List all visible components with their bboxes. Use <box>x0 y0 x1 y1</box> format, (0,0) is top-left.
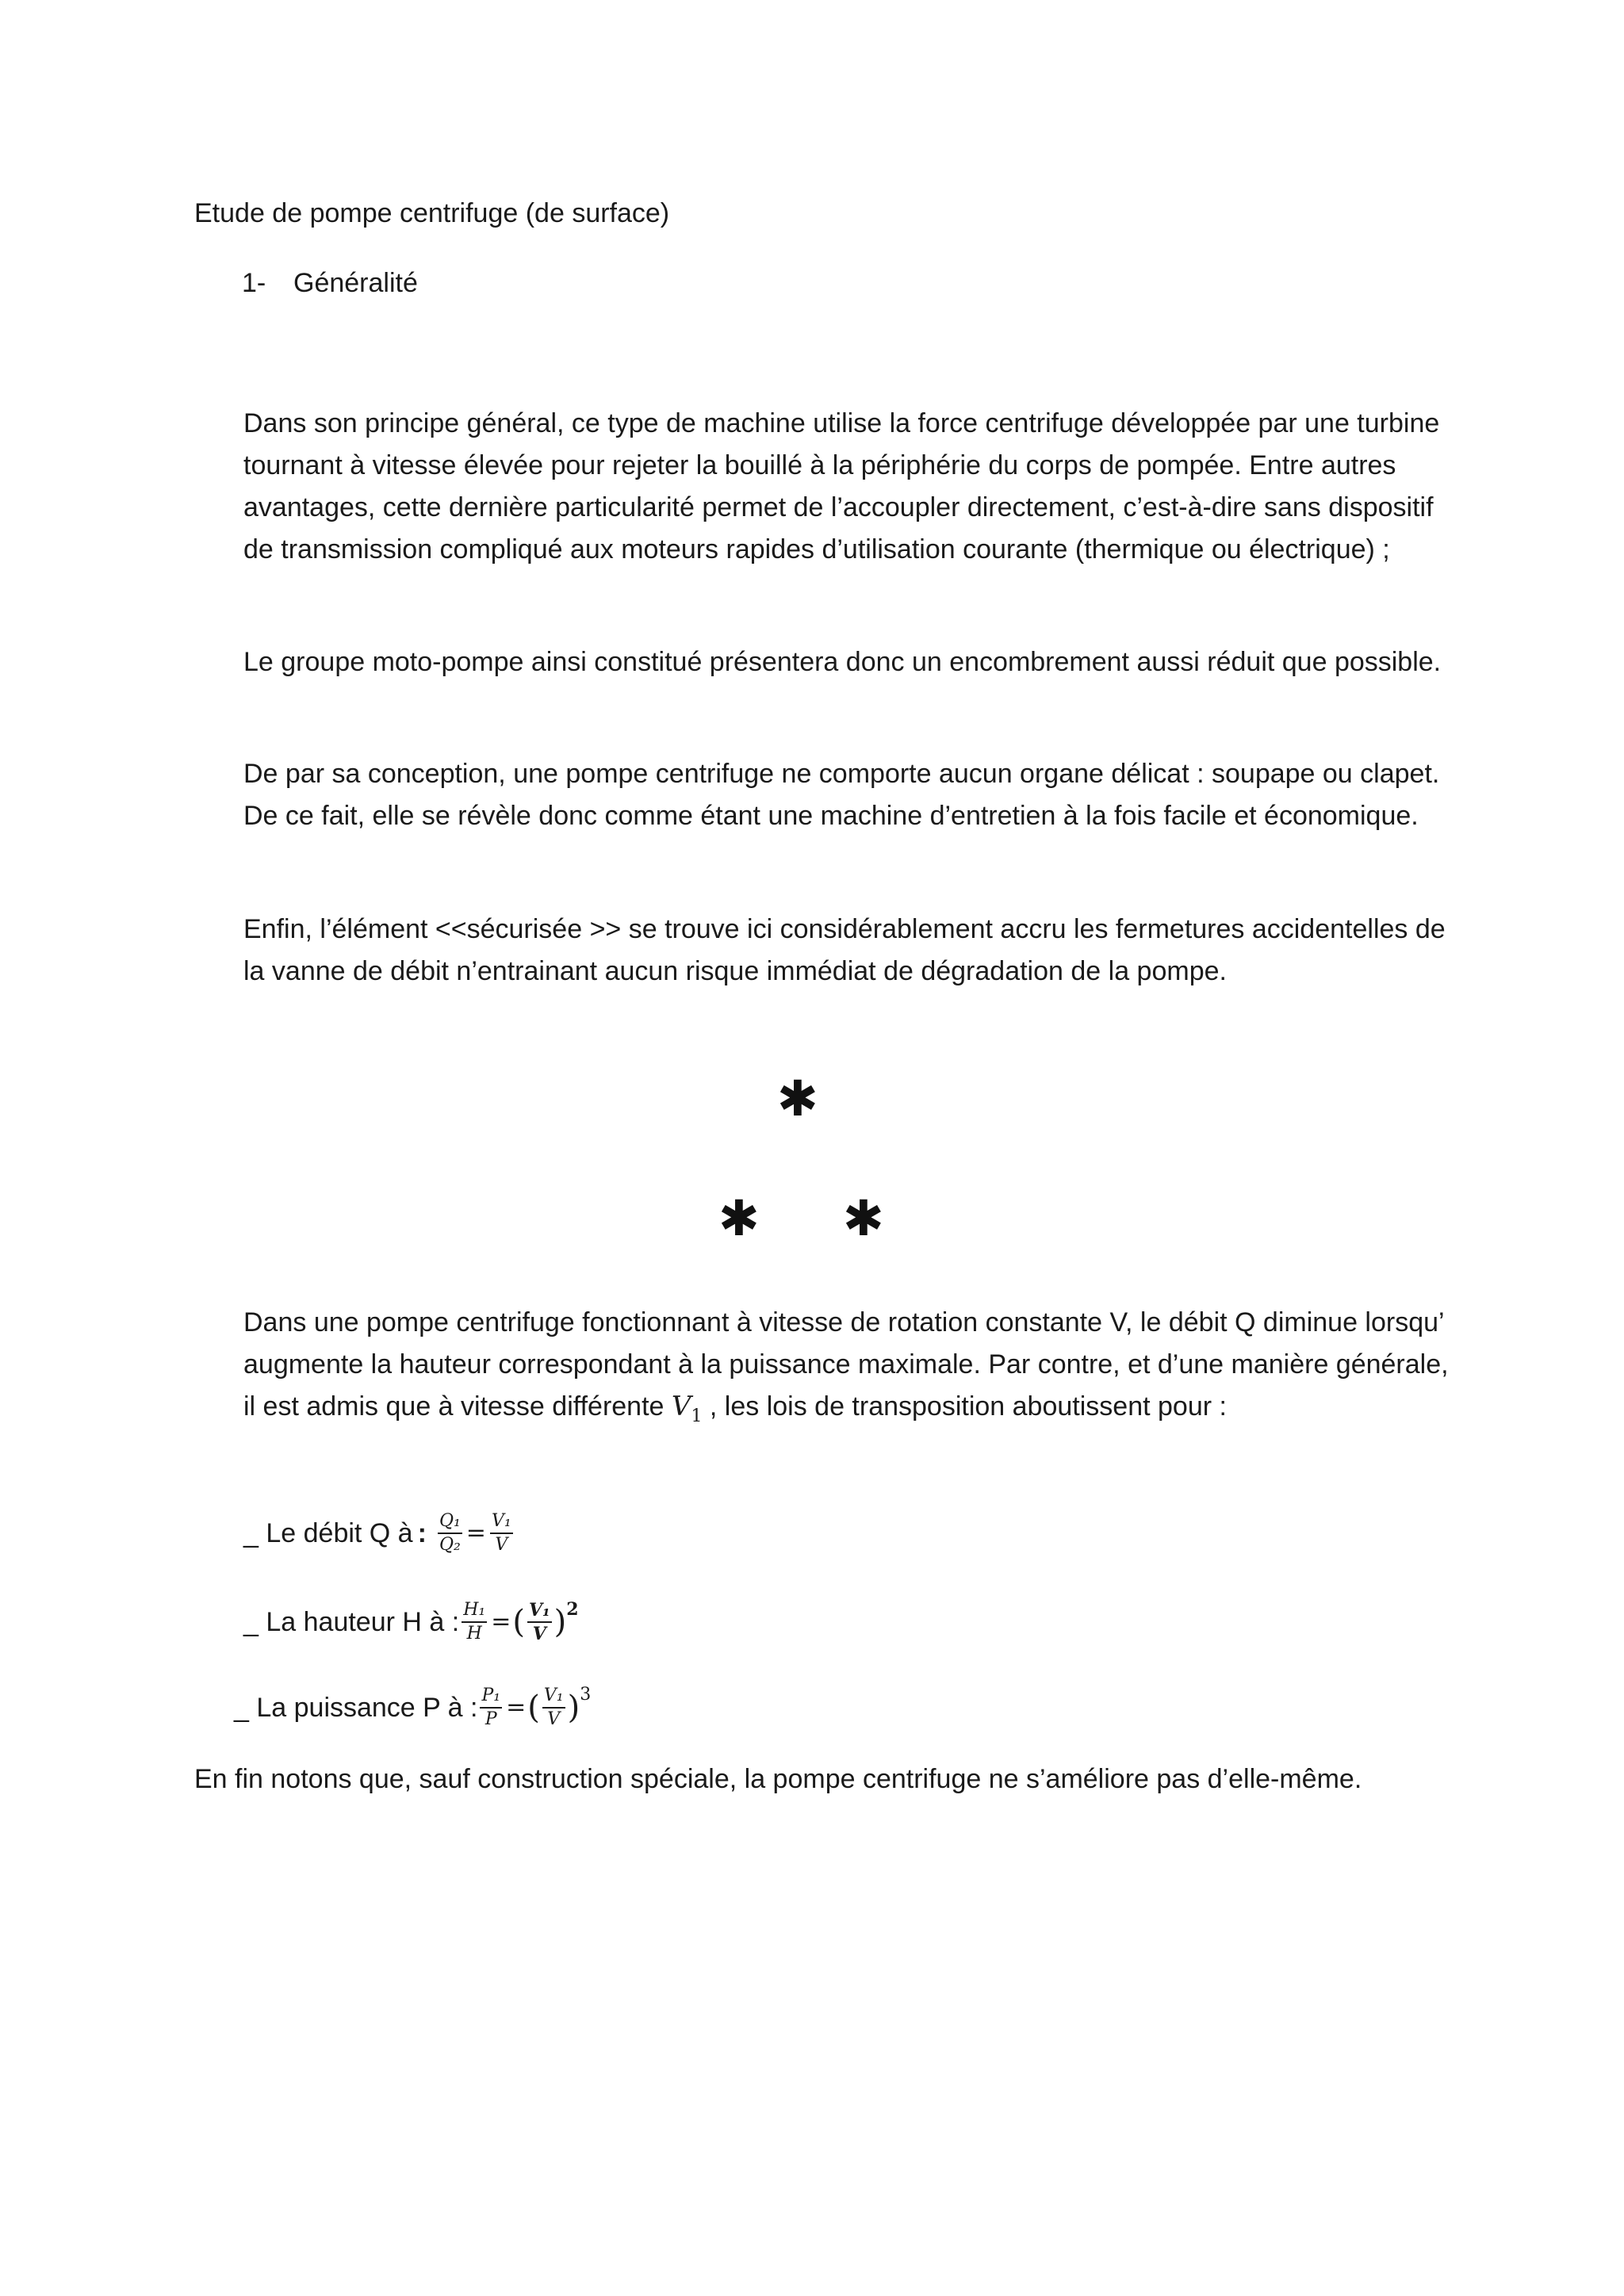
fraction-numerator: V₁ <box>527 1600 552 1623</box>
fraction-v1-v <box>490 1511 513 1556</box>
fraction-denominator: H <box>466 1624 482 1644</box>
formula-hauteur <box>243 1600 579 1644</box>
transposition-text-start: Dans une pompe centrifuge fonctionnant à vitesse de rotation constante V, le débit Q diminue lorsqu’ augmente la hauteur correspondant à la puissance maximale. Par contre, et d’une manière générale, il est admis que à vitesse différente <box>243 1307 1449 1422</box>
fraction-denominator: Q₂ <box>439 1535 461 1555</box>
separator-star-top: ✱ <box>777 1070 818 1127</box>
fraction-q1-q2 <box>438 1511 462 1556</box>
formula-debit <box>243 1511 515 1556</box>
close-paren: ) <box>553 1604 567 1640</box>
transposition-text-end: , les lois de transposition aboutissent pour : <box>702 1391 1227 1422</box>
open-paren: ( <box>512 1604 525 1640</box>
fraction-v1-v <box>542 1686 565 1730</box>
separator-star-right: ✱ <box>843 1189 884 1247</box>
variable-v: V <box>671 1391 691 1422</box>
equals-sign: = <box>506 1693 527 1721</box>
fraction-v1-v-bold <box>527 1600 552 1644</box>
formula-hauteur-label: _ La hauteur H à : <box>243 1607 460 1637</box>
close-paren: ) <box>567 1689 580 1726</box>
formula-debit-colon: : <box>417 1518 427 1548</box>
formula-puissance <box>234 1686 591 1730</box>
equals-sign: = <box>491 1608 511 1636</box>
fraction-numerator: P₁ <box>480 1686 502 1709</box>
open-paren: ( <box>527 1689 540 1726</box>
formula-debit-label: _ Le débit Q à <box>243 1518 413 1548</box>
closing-sentence: En fin notons que, sauf construction spéciale, la pompe centrifuge ne s’améliore pas d’elle-même. <box>194 1764 1362 1794</box>
document-title: Etude de pompe centrifuge (de surface) <box>194 198 670 228</box>
fraction-numerator: H₁ <box>462 1600 487 1623</box>
variable-subscript: 1 <box>691 1406 703 1426</box>
fraction-numerator: V₁ <box>490 1511 513 1534</box>
paragraph-securite: Enfin, l’élément <<sécurisée >> se trouve ici considérablement accru les fermetures accidentelles de la vanne de débit n’entrainant aucun risque immédiat de dégradation de la pompe. <box>243 914 1446 986</box>
paragraph-conception: De par sa conception, une pompe centrifuge ne comporte aucun organe délicat : soupape ou clapet. De ce fait, elle se révèle donc comme étant une machine d’entretien à la fois facile et économique. <box>243 759 1440 831</box>
section-title: Généralité <box>293 268 418 298</box>
section-number: 1- <box>242 268 266 298</box>
equals-sign: = <box>465 1519 486 1547</box>
variable-v1 <box>671 1391 703 1426</box>
fraction-p1-p <box>480 1686 502 1730</box>
formula-puissance-label: _ La puissance P à : <box>234 1693 478 1723</box>
separator-star-left: ✱ <box>718 1189 760 1247</box>
fraction-denominator: V <box>547 1709 561 1729</box>
paragraph-moto-pompe: Le groupe moto-pompe ainsi constitué présentera donc un encombrement aussi réduit que possible. <box>243 647 1442 677</box>
exponent-3: 3 <box>580 1685 592 1705</box>
fraction-denominator: P <box>485 1709 497 1729</box>
exponent-2: 2 <box>566 1599 579 1620</box>
fraction-denominator: V <box>495 1535 508 1555</box>
section-heading <box>242 262 418 304</box>
fraction-numerator: V₁ <box>542 1686 565 1709</box>
fraction-numerator: Q₁ <box>438 1511 462 1534</box>
paragraph-transposition <box>243 1302 1457 1431</box>
fraction-denominator: V <box>532 1624 546 1644</box>
fraction-h1-h <box>462 1600 487 1644</box>
paragraph-principle: Dans son principe général, ce type de machine utilise la force centrifuge développée par une turbine tournant à vitesse élevée pour rejeter la bouillé à la périphérie du corps de pompée. Entre autres avantages, cette dernière particularité permet de l’accoupler directement, c’est-à-dire sans dispositif de transmission compliqué aux moteurs rapides d’utilisation courante (thermique ou électrique) ; <box>243 408 1440 564</box>
